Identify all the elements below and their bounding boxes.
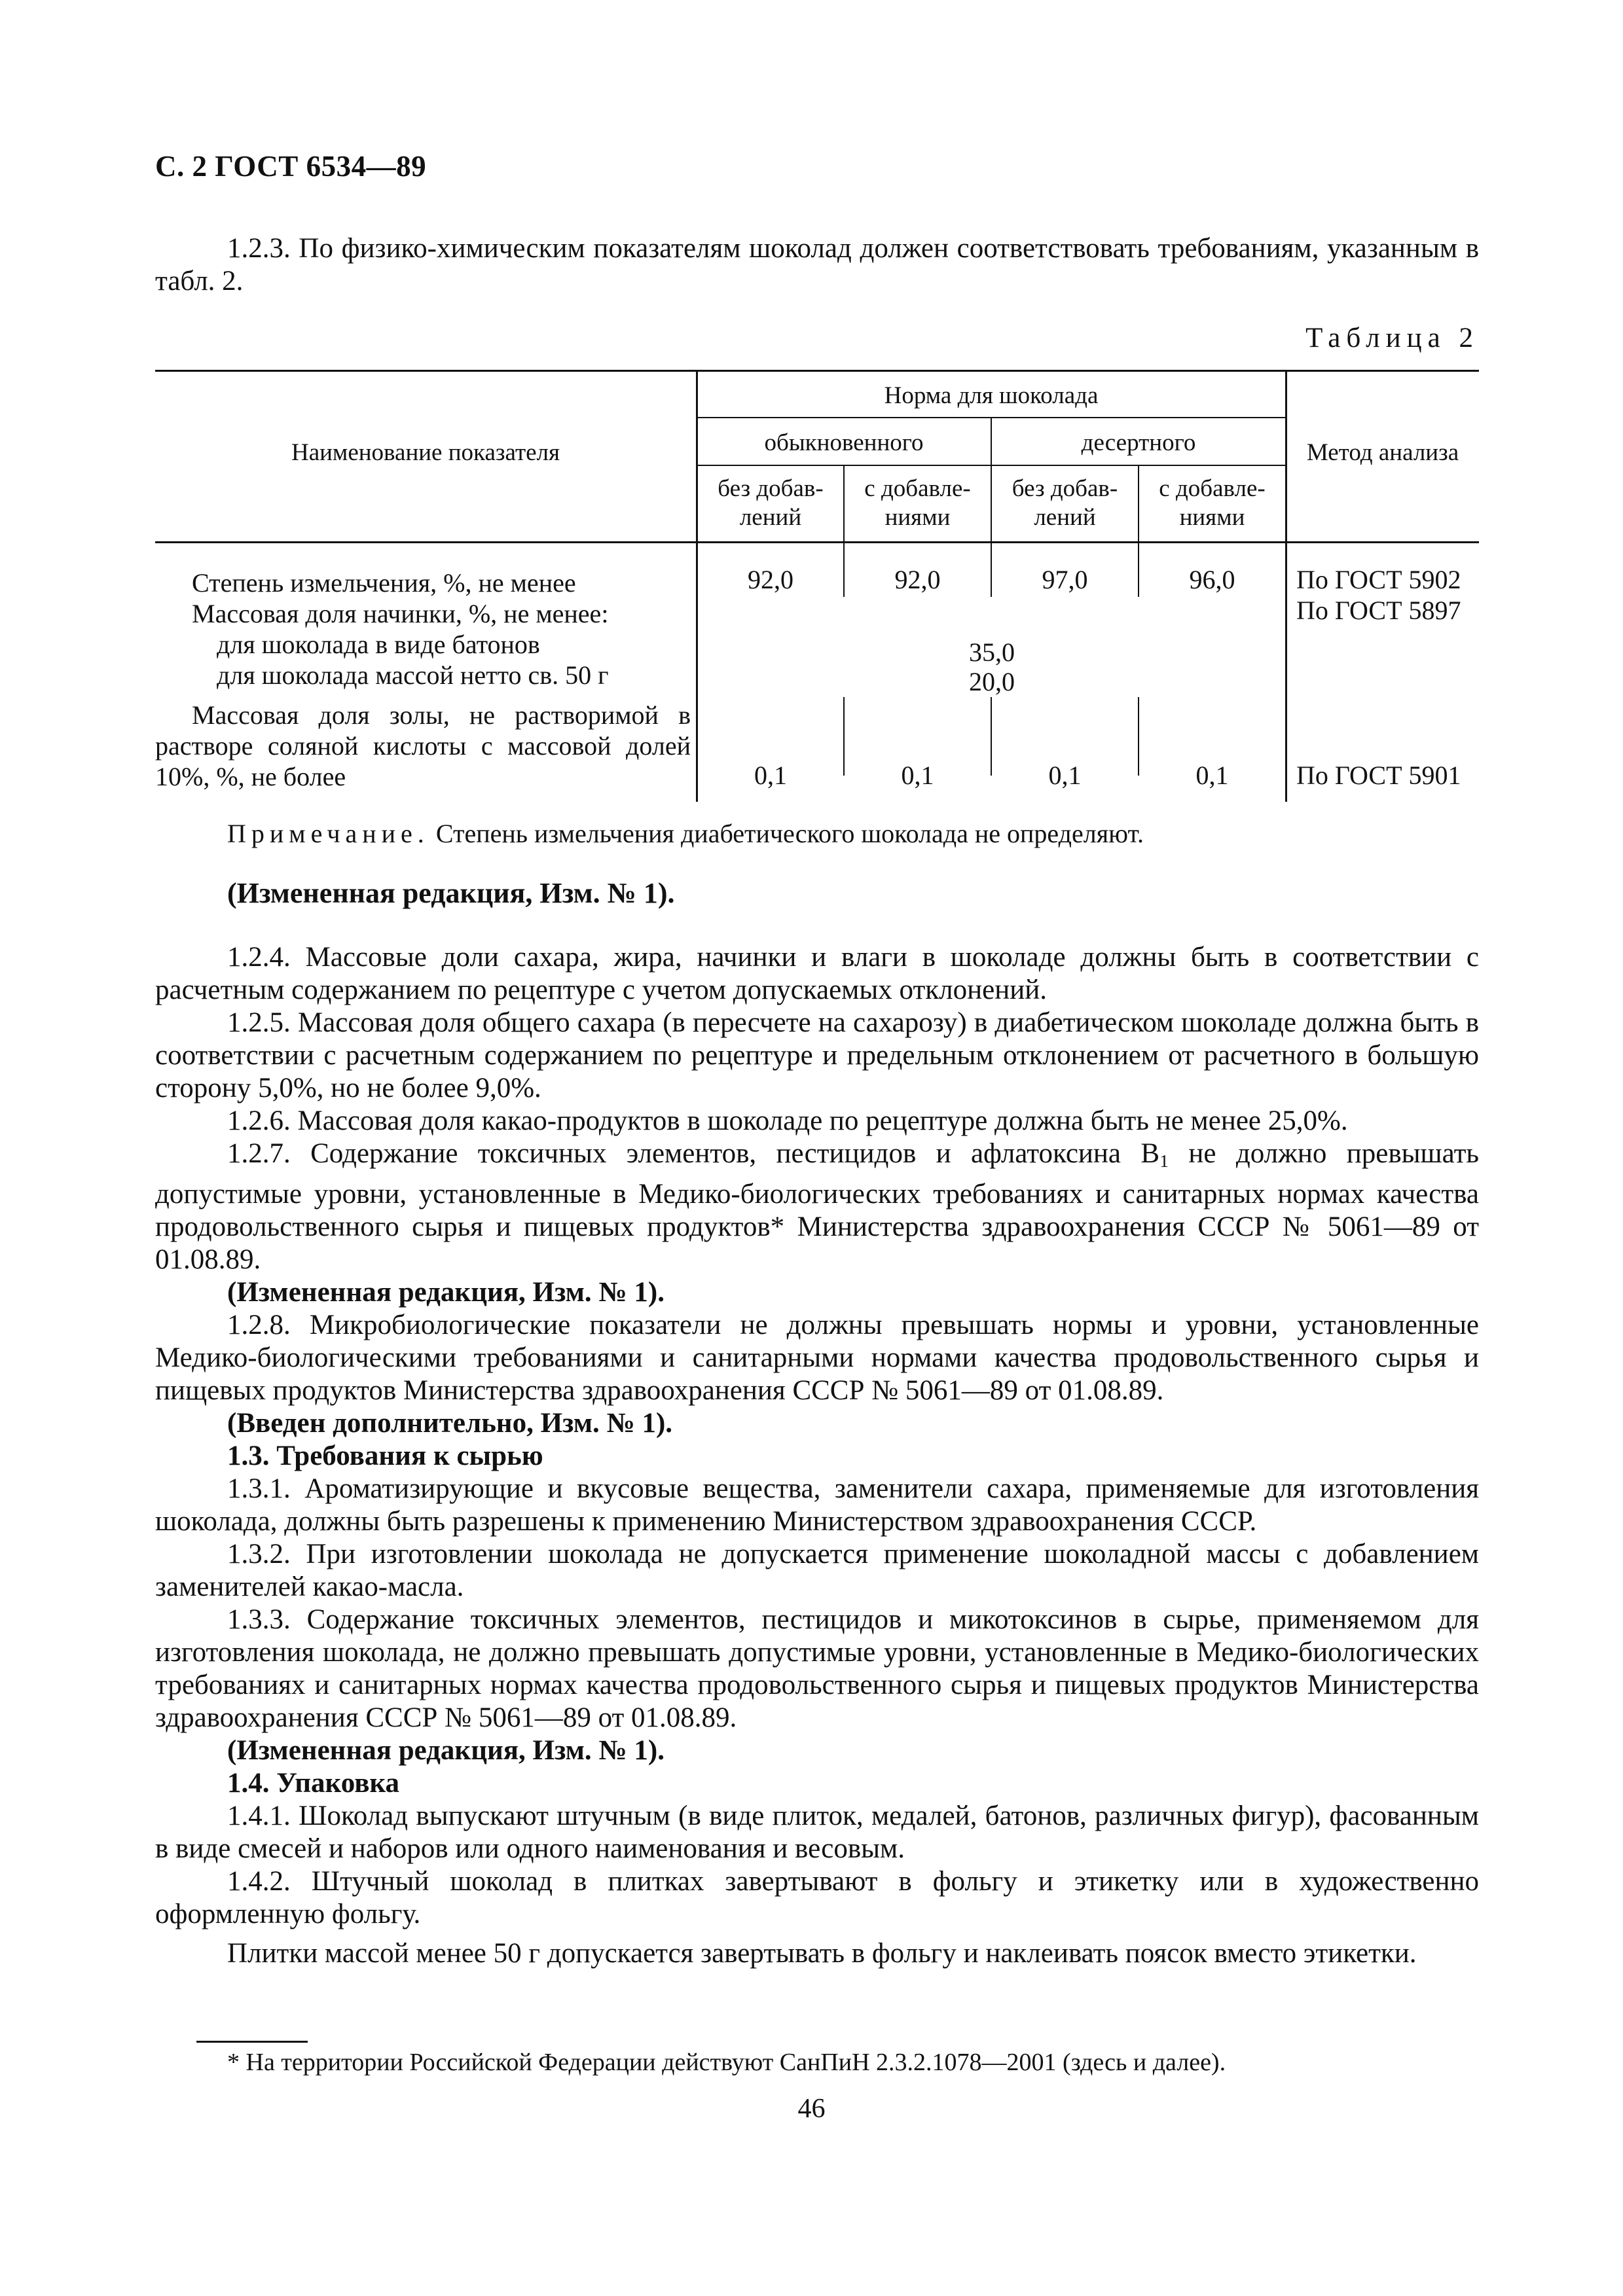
table-caption: Таблица 2 [1305, 323, 1479, 353]
paragraph-plates: Плитки массой менее 50 г допускается завертывать в фольгу и наклеивать поясок вместо этикетки. [227, 1937, 1417, 1969]
row-4-label: для шоколада массой нетто св. 50 г [217, 660, 609, 690]
sub-col-1-header: без добав- лений [718, 475, 824, 531]
row-1-label: Степень измельчения, %, не менее [192, 568, 576, 598]
intro-block [155, 232, 1479, 298]
section-1-4-heading: 1.4. Упаковка [227, 1767, 400, 1799]
paragraph-1-4-1: 1.4.1. Шоколад выпускают штучным (в виде плиток, медалей, батонов, различных фигур), фасованным в виде смесей и наборов или одного наименования и весовым. [155, 1800, 1479, 1864]
table-header-rule [155, 541, 1479, 543]
note-text: Степень измельчения диабетического шоколада не определяют. [429, 819, 1144, 848]
row-4-val-merged: 20,0 [969, 667, 1015, 696]
row-1-val-1: 92,0 [748, 565, 793, 594]
p127-subscript: 1 [1159, 1151, 1169, 1172]
p127-part-b: не должно превышать допустимые уровни, установленные в Медико-биологических требованиях и санитарных нормах качества продовольственного сырья и пищевых продуктов* Министерства здравоохранения СССР № 5061—89 от 01.08.89. [155, 1138, 1479, 1275]
paragraph-1-2-3: 1.2.3. По физико-химическим показателям шоколад должен соответствовать требованиям, указанным в табл. 2. [155, 233, 1479, 296]
table-note [227, 818, 1144, 850]
row-3-val-merged: 35,0 [969, 637, 1015, 667]
col-method-header: Метод анализа [1306, 439, 1459, 466]
page-header: С. 2 ГОСТ 6534—89 [155, 150, 427, 183]
paragraph-1-2-6: 1.2.6. Массовая доля какао-продуктов в шоколаде по рецептуре должна быть не менее 25,0%. [227, 1105, 1348, 1136]
paragraph-1-4-2: 1.4.2. Штучный шоколад в плитках завертывают в фольгу и этикетку или в художественно оформленную фольгу. [155, 1865, 1479, 1929]
table-top-rule [155, 370, 1479, 372]
paragraph-1-2-7 [155, 1138, 1479, 1276]
main-text-block [155, 941, 1479, 1970]
row-5-val-1: 0,1 [754, 761, 787, 790]
paragraph-1-3-3: 1.3.3. Содержание токсичных элементов, пестицидов и микотоксинов в сырье, применяемом для изготовления шоколада, не должно превышать допустимые уровни, установленные в Медико-биологических требованиях и санитарных нормах качества продовольственного сырья и пищевых продуктов Министерства здравоохранения СССР № 5061—89 от 01.08.89. [155, 1604, 1479, 1733]
row-5-method: По ГОСТ 5901 [1296, 761, 1461, 790]
added-note: (Введен дополнительно, Изм. № 1). [227, 1407, 673, 1439]
amendment-note-1: (Измененная редакция, Изм. № 1). [227, 877, 675, 909]
col-ordinary-header: обыкновенного [764, 429, 924, 456]
table-rule-norm [697, 417, 1286, 418]
amendment-note-3: (Измененная редакция, Изм. № 1). [227, 1734, 665, 1766]
paragraph-1-3-1: 1.3.1. Ароматизирующие и вкусовые вещества, заменители сахара, применяемые для изготовления шоколада, должны быть разрешены к применению Министерством здравоохранения СССР. [155, 1473, 1479, 1537]
table-rule-sub [697, 465, 1286, 466]
row-5-label: Массовая доля золы, не растворимой в растворе соляной кислоты с массовой долей 10%, %, не более [155, 700, 691, 791]
page-number: 46 [797, 2094, 826, 2124]
row-3-label: для шоколада в виде батонов [217, 630, 540, 659]
paragraph-1-3-2: 1.3.2. При изготовлении шоколада не допускается применение шоколадной массы с добавлением заменителей какао-масла. [155, 1538, 1479, 1602]
sub-col-2-header: с добавле- ниями [864, 475, 971, 531]
row-2-method: По ГОСТ 5897 [1296, 596, 1461, 625]
table-2 [155, 370, 1479, 802]
row-1-val-4: 96,0 [1189, 565, 1235, 594]
footnote-divider [196, 2041, 308, 2043]
row-1-val-3: 97,0 [1042, 565, 1088, 594]
amend-block-1 [155, 877, 1479, 910]
row-2-label: Массовая доля начинки, %, не менее: [192, 599, 609, 628]
p127-part-a: 1.2.7. Содержание токсичных элементов, пестицидов и афлатоксина B [227, 1138, 1160, 1169]
note-label: Примечание. [227, 819, 429, 848]
row-1-method: По ГОСТ 5902 [1296, 565, 1461, 594]
col-norm-header: Норма для шоколада [884, 382, 1099, 409]
row-1-val-2: 92,0 [894, 565, 941, 594]
paragraph-1-2-5: 1.2.5. Массовая доля общего сахара (в пересчете на сахарозу) в диабетическом шоколаде должна быть в соответствии с расчетным содержанием по рецептуре и предельным отклонением от расчетного в большую сторону 5,0%, но не более 9,0%. [155, 1007, 1479, 1103]
footnote: * На территории Российской Федерации действуют СанПиН 2.3.2.1078—2001 (здесь и далее). [227, 2049, 1226, 2076]
col-dessert-header: десертного [1081, 429, 1196, 456]
col-name-header: Наименование показателя [291, 439, 560, 466]
row-5-val-4: 0,1 [1195, 761, 1229, 790]
row-5-val-3: 0,1 [1048, 761, 1082, 790]
paragraph-1-2-8: 1.2.8. Микробиологические показатели не должны превышать нормы и уровни, установленные Медико-биологическими требованиями и санитарными нормами качества продовольственного сырья и пищевых продуктов Министерства здравоохранения СССР № 5061—89 от 01.08.89. [155, 1309, 1479, 1406]
row-5-val-2: 0,1 [901, 761, 934, 790]
section-1-3-heading: 1.3. Требования к сырью [227, 1440, 543, 1471]
sub-col-3-header: без добав- лений [1012, 475, 1118, 531]
amendment-note-2: (Измененная редакция, Изм. № 1). [227, 1276, 665, 1308]
paragraph-1-2-4: 1.2.4. Массовые доли сахара, жира, начинки и влаги в шоколаде должны быть в соответствии с расчетным содержанием по рецептуре с учетом допускаемых отклонений. [155, 942, 1479, 1005]
sub-col-4-header: с добавле- ниями [1159, 475, 1266, 531]
